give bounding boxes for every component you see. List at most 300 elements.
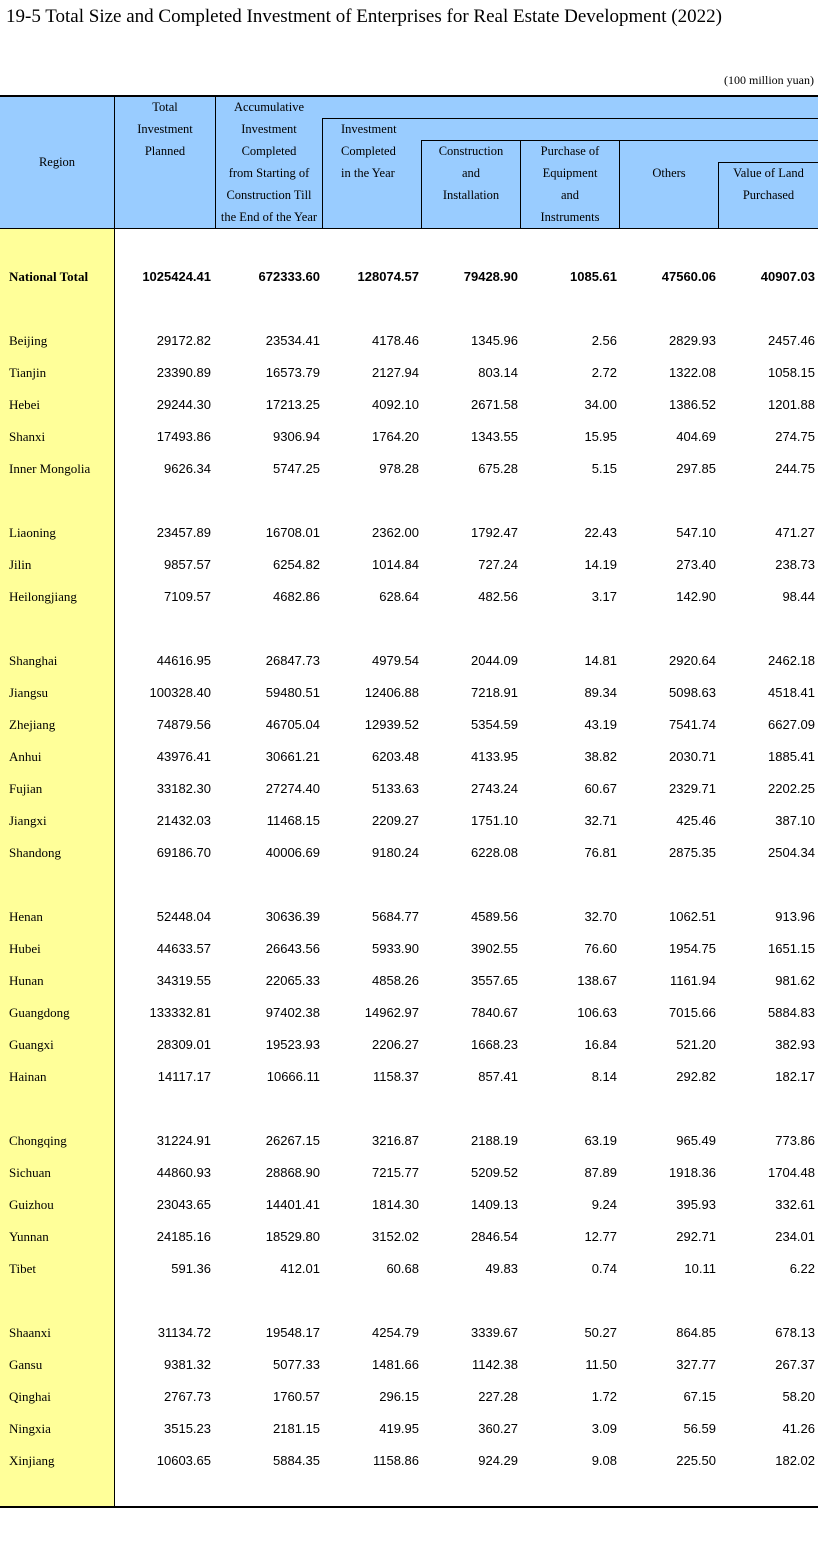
table-row [0,965,818,997]
value-cell: 628.64 [379,589,419,604]
table-row [0,1381,818,1413]
value-cell: 5884.83 [768,1005,815,1020]
value-cell: 5.15 [591,461,617,476]
value-cell: 3515.23 [164,1421,211,1436]
value-cell: 2209.27 [372,813,419,828]
value-cell: 4589.56 [471,909,518,924]
table-title: 19-5 Total Size and Completed Investment of Enterprises for Real Estate Development (2022) [6,6,722,27]
value-cell: 6228.08 [471,845,518,860]
value-cell: 3216.87 [372,1133,419,1148]
table-row [0,517,818,549]
region-name: Jiangsu [9,685,48,700]
value-cell: 67.15 [683,1389,716,1404]
value-cell: 3152.02 [372,1229,419,1244]
value-cell: 11.50 [585,1357,617,1372]
value-cell: 6203.48 [372,749,419,764]
table-row [0,549,818,581]
value-cell: 5077.33 [273,1357,320,1372]
value-cell: 913.96 [775,909,815,924]
value-cell: 1918.36 [669,1165,716,1180]
value-cell: 4092.10 [372,397,419,412]
value-cell: 2206.27 [372,1037,419,1052]
value-cell: 360.27 [478,1421,518,1436]
value-cell: 27274.40 [265,781,320,796]
value-cell: 106.63 [577,1005,617,1020]
value-cell: 412.01 [280,1261,320,1276]
value-cell: 12406.88 [364,685,419,700]
header-bottom-rule [0,228,818,229]
value-cell: 5747.25 [273,461,320,476]
value-cell: 32.71 [584,813,617,828]
table-row [0,1445,818,1477]
value-cell: 14117.17 [157,1069,211,1084]
table-row-national-total [0,261,818,293]
value-cell: 1322.08 [669,365,716,380]
header-rule-others [718,162,818,163]
table-row [0,1061,818,1093]
region-name: Henan [9,909,43,924]
value-cell: 404.69 [676,429,716,444]
value-cell: 2462.18 [768,653,815,668]
value-cell: 1025424.41 [142,269,211,284]
value-cell: 5684.77 [372,909,419,924]
value-cell: 23534.41 [265,333,320,348]
value-cell: 7840.67 [471,1005,518,1020]
table-row [0,901,818,933]
table-row [0,933,818,965]
header-top-rule [0,95,818,97]
value-cell: 2127.94 [372,365,419,380]
value-cell: 9.24 [591,1197,617,1212]
table-row [0,1125,818,1157]
region-name: Fujian [9,781,43,796]
value-cell: 98.44 [782,589,815,604]
value-cell: 267.37 [775,1357,815,1372]
value-cell: 4133.95 [471,749,518,764]
region-name: Inner Mongolia [9,461,91,476]
value-cell: 425.46 [676,813,716,828]
table-row [0,1221,818,1253]
value-cell: 7218.91 [471,685,518,700]
value-cell: 182.17 [775,1069,815,1084]
region-name: Zhejiang [9,717,56,732]
table-row [0,805,818,837]
value-cell: 9857.57 [164,557,211,572]
value-cell: 58.20 [782,1389,815,1404]
value-cell: 50.27 [584,1325,617,1340]
value-cell: 11468.15 [266,813,320,828]
value-cell: 244.75 [775,461,815,476]
value-cell: 30636.39 [265,909,320,924]
value-cell: 17493.86 [156,429,211,444]
value-cell: 1760.57 [273,1389,320,1404]
value-cell: 63.19 [584,1133,617,1148]
value-cell: 1386.52 [669,397,716,412]
value-cell: 2875.35 [669,845,716,860]
value-cell: 44616.95 [156,653,211,668]
value-cell: 17213.25 [265,397,320,412]
value-cell: 1792.47 [471,525,518,540]
value-cell: 12939.52 [364,717,419,732]
table-row [0,421,818,453]
value-cell: 49.83 [485,1261,518,1276]
value-cell: 138.67 [577,973,617,988]
value-cell: 23043.65 [156,1197,211,1212]
value-cell: 133332.81 [149,1005,211,1020]
value-cell: 1764.20 [372,429,419,444]
value-cell: 19523.93 [265,1037,320,1052]
value-cell: 2202.25 [768,781,815,796]
value-cell: 1343.55 [471,429,518,444]
value-cell: 1062.51 [669,909,716,924]
value-cell: 4979.54 [372,653,419,668]
value-cell: 10666.11 [266,1069,320,1084]
value-cell: 14962.97 [364,1005,419,1020]
value-cell: 1954.75 [669,941,716,956]
value-cell: 419.95 [379,1421,419,1436]
value-cell: 387.10 [775,813,815,828]
table-row [0,1157,818,1189]
value-cell: 3.17 [591,589,617,604]
value-cell: 2829.93 [669,333,716,348]
value-cell: 5098.63 [669,685,716,700]
divider-equipment [619,140,620,229]
value-cell: 1058.15 [768,365,815,380]
value-cell: 2.72 [591,365,617,380]
header-equipment: Purchase of Equipment and Instruments [540,144,600,224]
value-cell: 9.08 [591,1453,617,1468]
region-name: Heilongjiang [9,589,77,604]
value-cell: 3557.65 [471,973,518,988]
region-name: Xinjiang [9,1453,55,1468]
value-cell: 965.49 [676,1133,716,1148]
table-bottom-rule [0,1506,818,1508]
value-cell: 69186.70 [156,845,211,860]
value-cell: 1814.30 [372,1197,419,1212]
header-total-planned: Total Investment Planned [137,100,193,158]
value-cell: 28309.01 [156,1037,211,1052]
region-name: Guizhou [9,1197,54,1212]
value-cell: 2457.46 [768,333,815,348]
region-name: Guangdong [9,1005,70,1020]
value-cell: 5933.90 [372,941,419,956]
value-cell: 227.28 [478,1389,518,1404]
value-cell: 44860.93 [156,1165,211,1180]
value-cell: 803.14 [478,365,518,380]
value-cell: 591.36 [171,1261,211,1276]
value-cell: 2044.09 [471,653,518,668]
value-cell: 31134.72 [157,1325,211,1340]
value-cell: 2743.24 [471,781,518,796]
value-cell: 74879.56 [156,717,211,732]
value-cell: 21432.03 [156,813,211,828]
value-cell: 292.82 [676,1069,716,1084]
table-row [0,1029,818,1061]
value-cell: 32.70 [584,909,617,924]
value-cell: 2362.00 [372,525,419,540]
value-cell: 18529.80 [265,1229,320,1244]
value-cell: 128074.57 [357,269,419,284]
value-cell: 978.28 [379,461,419,476]
value-cell: 29244.30 [156,397,211,412]
value-cell: 864.85 [676,1325,716,1340]
table-row [0,837,818,869]
value-cell: 14.19 [584,557,617,572]
header-in-year: Investment Completed in the Year [341,122,397,180]
region-name: Liaoning [9,525,56,540]
table-row [0,677,818,709]
value-cell: 26267.15 [265,1133,320,1148]
value-cell: 521.20 [676,1037,716,1052]
value-cell: 34319.55 [156,973,211,988]
table-row [0,357,818,389]
value-cell: 41.26 [782,1421,815,1436]
value-cell: 5354.59 [471,717,518,732]
value-cell: 6254.82 [273,557,320,572]
value-cell: 9626.34 [164,461,211,476]
value-cell: 19548.17 [265,1325,320,1340]
value-cell: 46705.04 [265,717,320,732]
value-cell: 2504.34 [768,845,815,860]
value-cell: 2188.19 [471,1133,518,1148]
divider-accumulative [322,118,323,229]
value-cell: 87.89 [584,1165,617,1180]
value-cell: 16.84 [584,1037,617,1052]
value-cell: 7541.74 [669,717,716,732]
value-cell: 26643.56 [265,941,320,956]
value-cell: 675.28 [478,461,518,476]
value-cell: 9306.94 [273,429,320,444]
value-cell: 4518.41 [768,685,815,700]
value-cell: 1651.15 [768,941,815,956]
value-cell: 97402.38 [265,1005,320,1020]
unit-label: (100 million yuan) [724,73,814,87]
value-cell: 547.10 [676,525,716,540]
value-cell: 142.90 [676,589,716,604]
value-cell: 38.82 [584,749,617,764]
value-cell: 2846.54 [471,1229,518,1244]
value-cell: 4682.86 [273,589,320,604]
value-cell: 33182.30 [156,781,211,796]
header-rule-in-year [322,118,818,119]
value-cell: 4178.46 [372,333,419,348]
table-row [0,1253,818,1285]
region-name: Shanxi [9,429,46,444]
header-others: Others [652,166,686,180]
value-cell: 52448.04 [156,909,211,924]
value-cell: 1161.94 [669,973,716,988]
value-cell: 76.60 [584,941,617,956]
value-cell: 10.11 [684,1261,716,1276]
value-cell: 30661.21 [265,749,320,764]
value-cell: 22.43 [584,525,617,540]
divider-others [718,162,719,229]
value-cell: 672333.60 [258,269,320,284]
value-cell: 16573.79 [265,365,320,380]
value-cell: 29172.82 [156,333,211,348]
value-cell: 296.15 [379,1389,419,1404]
table-row [0,773,818,805]
value-cell: 14.81 [584,653,617,668]
table-row [0,581,818,613]
divider-in-year [421,140,422,229]
table-row [0,1349,818,1381]
value-cell: 8.14 [591,1069,617,1084]
value-cell: 2030.71 [669,749,716,764]
value-cell: 5884.35 [273,1453,320,1468]
value-cell: 44633.57 [156,941,211,956]
value-cell: 238.73 [775,557,815,572]
region-name: Tibet [9,1261,36,1276]
region-name: Shandong [9,845,61,860]
value-cell: 1481.66 [372,1357,419,1372]
value-cell: 182.02 [775,1453,815,1468]
value-cell: 3.09 [591,1421,617,1436]
value-cell: 6627.09 [768,717,815,732]
value-cell: 10603.65 [156,1453,211,1468]
value-cell: 7215.77 [372,1165,419,1180]
value-cell: 857.41 [478,1069,518,1084]
value-cell: 773.86 [775,1133,815,1148]
value-cell: 4254.79 [372,1325,419,1340]
region-name: Hunan [9,973,44,988]
region-name: Jilin [9,557,32,572]
table-row [0,325,818,357]
value-cell: 14401.41 [265,1197,320,1212]
region-name: Qinghai [9,1389,51,1404]
region-name: Anhui [9,749,42,764]
region-name: Gansu [9,1357,43,1372]
value-cell: 1014.84 [372,557,419,572]
value-cell: 7109.57 [164,589,211,604]
value-cell: 1668.23 [471,1037,518,1052]
value-cell: 28868.90 [265,1165,320,1180]
value-cell: 1085.61 [570,269,617,284]
value-cell: 234.01 [775,1229,815,1244]
value-cell: 4858.26 [372,973,419,988]
value-cell: 1201.88 [768,397,815,412]
value-cell: 2329.71 [669,781,716,796]
value-cell: 274.75 [775,429,815,444]
table-row [0,741,818,773]
table-row [0,997,818,1029]
region-name: Hebei [9,397,41,412]
value-cell: 40907.03 [760,269,815,284]
value-cell: 5133.63 [372,781,419,796]
value-cell: 382.93 [775,1037,815,1052]
value-cell: 1751.10 [471,813,518,828]
value-cell: 1142.38 [471,1357,518,1372]
value-cell: 43976.41 [156,749,211,764]
value-cell: 292.71 [676,1229,716,1244]
value-cell: 9381.32 [164,1357,211,1372]
value-cell: 924.29 [478,1453,518,1468]
value-cell: 76.81 [584,845,617,860]
table-row [0,1317,818,1349]
value-cell: 273.40 [676,557,716,572]
value-cell: 59480.51 [265,685,320,700]
table-row [0,389,818,421]
table-row [0,645,818,677]
region-name: National Total [9,269,89,284]
value-cell: 981.62 [775,973,815,988]
region-name: Yunnan [9,1229,49,1244]
header-land: Value of Land Purchased [733,166,804,202]
value-cell: 40006.69 [265,845,320,860]
table-row [0,709,818,741]
value-cell: 332.61 [775,1197,815,1212]
value-cell: 16708.01 [265,525,320,540]
value-cell: 1345.96 [471,333,518,348]
value-cell: 23457.89 [156,525,211,540]
value-cell: 678.13 [775,1325,815,1340]
value-cell: 47560.06 [661,269,716,284]
value-cell: 225.50 [676,1453,716,1468]
region-name: Chongqing [9,1133,67,1148]
table-row [0,1413,818,1445]
value-cell: 60.67 [584,781,617,796]
region-name: Ningxia [9,1421,51,1436]
header-accumulative: Accumulative Investment Completed from Starting of Construction Till the End of the Year [220,100,318,224]
region-name: Beijing [9,333,48,348]
region-name: Shaanxi [9,1325,51,1340]
header-region: Region [38,155,76,169]
value-cell: 12.77 [584,1229,617,1244]
table-row [0,453,818,485]
value-cell: 2181.15 [273,1421,320,1436]
value-cell: 1704.48 [768,1165,815,1180]
value-cell: 24185.16 [156,1229,211,1244]
value-cell: 1158.37 [372,1069,419,1084]
value-cell: 26847.73 [265,653,320,668]
region-name: Hainan [9,1069,47,1084]
divider-total [215,96,216,229]
value-cell: 0.74 [591,1261,617,1276]
header-construction: Construction and Installation [438,144,504,202]
value-cell: 60.68 [386,1261,419,1276]
value-cell: 79428.90 [463,269,518,284]
value-cell: 2767.73 [164,1389,211,1404]
value-cell: 727.24 [478,557,518,572]
region-name: Hubei [9,941,41,956]
value-cell: 15.95 [584,429,617,444]
value-cell: 297.85 [676,461,716,476]
value-cell: 2.56 [591,333,617,348]
region-name: Shanghai [9,653,58,668]
value-cell: 22065.33 [265,973,320,988]
region-name: Tianjin [9,365,47,380]
region-name: Jiangxi [9,813,47,828]
value-cell: 327.77 [676,1357,716,1372]
value-cell: 1.72 [591,1389,617,1404]
value-cell: 23390.89 [156,365,211,380]
value-cell: 2920.64 [669,653,716,668]
value-cell: 3902.55 [471,941,518,956]
value-cell: 56.59 [683,1421,716,1436]
value-cell: 471.27 [775,525,815,540]
value-cell: 3339.67 [471,1325,518,1340]
table-row [0,1189,818,1221]
value-cell: 1158.86 [372,1453,419,1468]
value-cell: 2671.58 [471,397,518,412]
value-cell: 7015.66 [669,1005,716,1020]
value-cell: 6.22 [789,1261,815,1276]
value-cell: 5209.52 [471,1165,518,1180]
region-name: Guangxi [9,1037,54,1052]
region-name: Sichuan [9,1165,51,1180]
value-cell: 100328.40 [149,685,211,700]
value-cell: 89.34 [584,685,617,700]
